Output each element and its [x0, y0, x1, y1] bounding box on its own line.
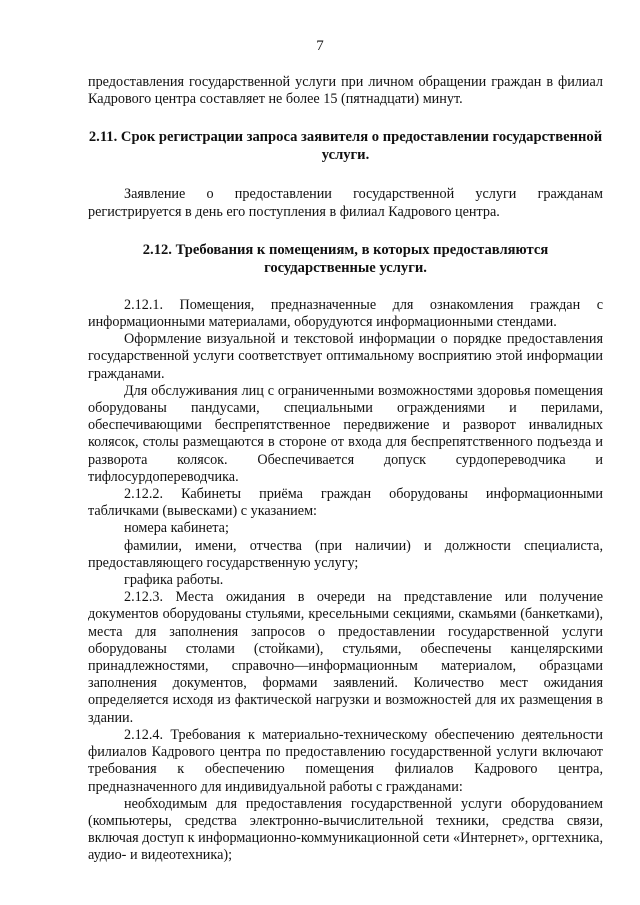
- paragraph-registration: Заявление о предоставлении государственной услуги гражданам регистрируется в день его поступления в филиал Кадрового центра.: [88, 186, 603, 220]
- paragraph-2-12-3: 2.12.3. Места ожидания в очереди на представление или получение документов оборудованы стульями, кресельными секциями, скамьями (банкетками), места для заполнения запросов о предоставлении государственной услуги оборудованы столами (стойками), стульями, обеспечены канцелярскими принадлежностями, справочно—информационным материалом, образцами заполнения документов, формами заявлений. Количество мест ожидания определяется исходя из фактической нагрузки и возможностей для их размещения в здании.: [88, 589, 603, 726]
- document-body: [88, 74, 603, 865]
- paragraph-continuation: предоставления государственной услуги при личном обращении граждан в филиал Кадрового центра составляет не более 15 (пятнадцати) минут.: [88, 74, 603, 108]
- paragraph-2-12-1: 2.12.1. Помещения, предназначенные для ознакомления граждан с информационными материалами, оборудуются информационными стендами.: [88, 296, 603, 331]
- page-number: 7: [316, 38, 324, 54]
- list-item-schedule: графика работы.: [124, 572, 224, 589]
- paragraph-visual-info: Оформление визуальной и текстовой информации о порядке предоставления государственной услуги соответствует оптимальному восприятию этой информации гражданами.: [88, 331, 603, 382]
- paragraph-accessibility: Для обслуживания лиц с ограниченными возможностями здоровья помещения оборудованы пандусами, специальными ограждениями и перилами, обеспечивающими беспрепятственное передвижение и разворот инвалидных колясок, столы размещаются в стороне от входа для беспрепятственного подъезда и разворота колясок. Обеспечивается допуск сурдопереводчика и тифлосурдопереводчика.: [88, 382, 603, 485]
- paragraph-2-12-2: 2.12.2. Кабинеты приёма граждан оборудованы информационными табличками (вывесками) с указанием:: [88, 486, 603, 520]
- section-heading-2-11: 2.11. Срок регистрации запроса заявителя о предоставлении государственной услуги.: [88, 129, 603, 164]
- section-heading-2-12: 2.12. Требования к помещениям, в которых предоставляются государственные услуги.: [142, 241, 549, 276]
- list-item-specialist-name: фамилии, имени, отчества (при наличии) и должности специалиста, предоставляющего государственную услугу;: [88, 537, 603, 571]
- list-item-room-number: номера кабинета;: [124, 520, 229, 537]
- paragraph-2-12-4: 2.12.4. Требования к материально-техническому обеспечению деятельности филиалов Кадрового центра по предоставлению государственной услуги включают требования к обеспечению помещения филиалов Кадрового центра, предназначенного для индивидуальной работы с гражданами:: [88, 726, 603, 795]
- paragraph-equipment: необходимым для предоставления государственной услуги оборудованием (компьютеры, средства электронно-вычислительной техники, средства связи, включая доступ к информационно-коммуникационной сети «Интернет», оргтехника, аудио- и видеотехника);: [88, 795, 603, 864]
